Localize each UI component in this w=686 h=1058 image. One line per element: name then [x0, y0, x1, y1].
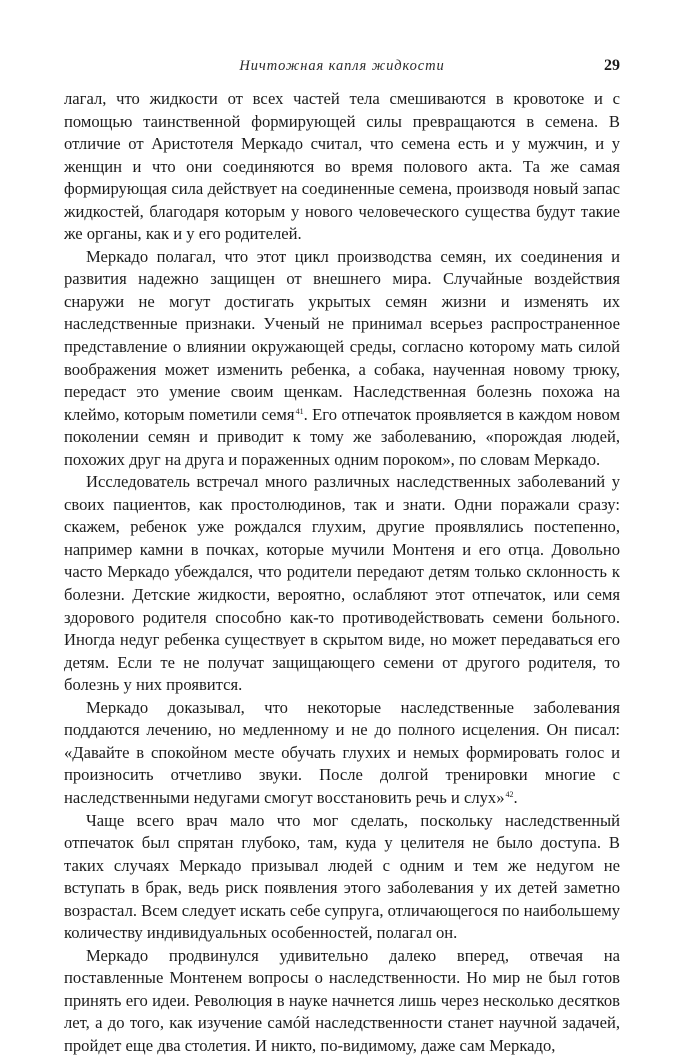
paragraph-5 [64, 810, 620, 945]
body-text [64, 88, 620, 1058]
paragraph-4-text-start: Меркадо доказывал, что некоторые наследственные заболевания поддаются лечению, но медленному и не до полного исцеления. Он писал: «Давайте в спокойном месте обучать глухих и немых формировать голос и произносить отчетливо звуки. После долгой тренировки многие с наследственными недугами смогут восстановить речь и слух» [64, 697, 620, 807]
paragraph-4-text-end: . [513, 787, 518, 807]
footnote-ref-42: 42 [505, 789, 514, 799]
chapter-title: Ничтожная капля жидкости [239, 58, 445, 74]
footnote-ref-41: 41 [295, 406, 304, 416]
paragraph-2-text-start: Меркадо полагал, что этот цикл производства семян, их соединения и развития надежно защищен от внешнего мира. Случайные воздействия снаружи не могут достигать укрытых семян жизни и изменять их наследственные признаки. Ученый не принимал всерьез распространенное представление о влиянии окружающей среды, согласно которому мать силой воображения может изменить ребенка, а собака, наученная новому трюку, передаст это умение своим щенкам. Наследственная болезнь похожа на клеймо, которым пометили семя [64, 246, 620, 424]
paragraph-6 [64, 945, 620, 1058]
running-head [64, 58, 620, 80]
page-number: 29 [604, 57, 620, 74]
paragraph-3-text: Исследователь встречал много различных наследственных заболеваний у своих пациентов, как простолюдинов, так и знати. Одни поражали сразу: скажем, ребенок уже рождался глухим, другие проявлялись постепенно, например камни в почках, которые мучили Монтеня и его отца. Довольно часто Меркадо убеждался, что родители передают детям только склонность к болезни. Детские жидкости, вероятно, ослабляют этот отпечаток, или семя здорового родителя способно как-то противодействовать семени больного. Иногда недуг ребенка существует в скрытом виде, но может передаваться его детям. Если те не получат защищающего семени от другого родителя, то болезнь у них проявится. [64, 472, 620, 695]
paragraph-2 [64, 246, 620, 471]
paragraph-5-text: Чаще всего врач мало что мог сделать, поскольку наследственный отпечаток был спрятан глубоко, там, куда у целителя не было доступа. В таких случаях Меркадо призывал людей с одним и тем же недугом не вступать в брак, ведь риск появления этого заболевания у их детей заметно возрастал. Всем следует искать себе супруга, отличающегося по наибольшему количеству индивидуальных особенностей, полагал он. [64, 810, 621, 943]
paragraph-3 [64, 471, 620, 696]
paragraph-4 [64, 697, 620, 810]
paragraph-1-text: лагал, что жидкости от всех частей тела смешиваются в кровотоке и с помощью таинственной формирующей силы превращаются в семена. В отличие от Аристотеля Меркадо считал, что семена есть и у мужчин, и у женщин и что они соединяются во время полового акта. Та же самая формирующая сила действует на соединенные семена, производя новый запас жидкостей, благодаря которым у нового человеческого существа будут такие же органы, как и у его родителей. [64, 89, 620, 244]
book-page [64, 0, 621, 1055]
paragraph-1 [64, 88, 620, 246]
paragraph-2-text-end: . Его отпечаток проявляется в каждом новом поколении семян и приводит к тому же заболеванию, «порождая людей, похожих друг на друга и пораженных одним пороком», по словам Меркадо. [64, 404, 621, 469]
paragraph-6-text: Меркадо продвинулся удивительно далеко вперед, отвечая на поставленные Монтенем вопросы о наследственности. Но мир не был готов принять его идеи. Революция в науке начнется лишь через несколько десятков лет, а до того, как изучение самóй наследственности станет научной задачей, пройдет еще два столетия. И никто, по-видимому, даже сам Меркадо, [64, 945, 620, 1055]
